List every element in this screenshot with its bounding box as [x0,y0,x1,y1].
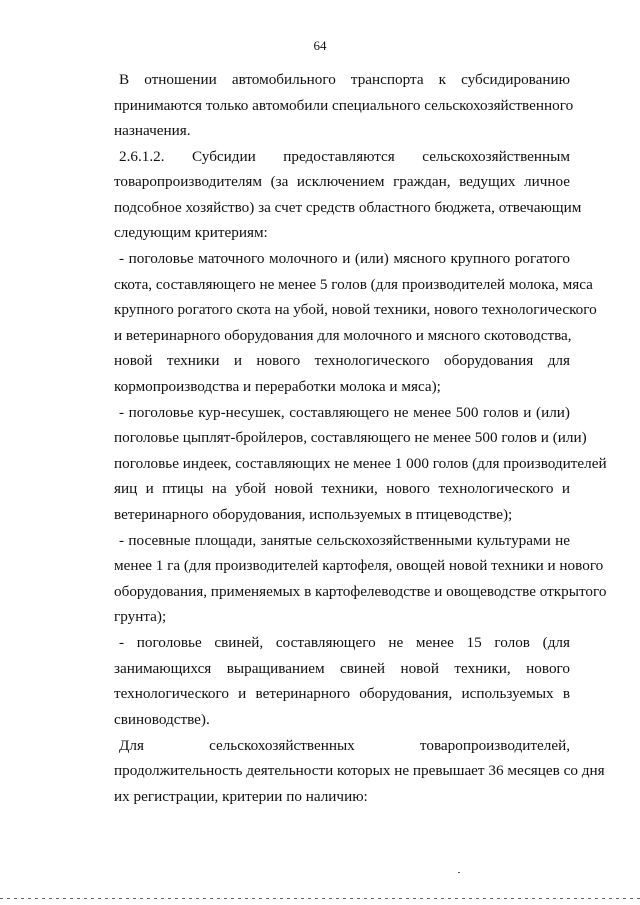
text-line: занимающихся выращиванием свиней новой техники, нового [114,660,570,677]
scan-speck [458,872,460,873]
list-item-line: - поголовье кур-несушек, составляющего не менее 500 голов и (или) [119,404,570,421]
text-line: Для сельскохозяйственных товаропроизводителей, [119,737,570,754]
text-line: их регистрации, критерии по наличию: [114,788,368,805]
text-line: менее 1 га (для производителей картофеля, овощей новой техники и нового [114,557,604,574]
text-line: оборудования, применяемых в картофелеводстве и овощеводстве открытого [114,583,607,600]
text-line: поголовье цыплят-бройлеров, составляющего не менее 500 голов и (или) [114,429,587,446]
list-item-line: - поголовье свиней, составляющего не менее 15 голов (для [119,634,570,651]
text-line: подсобное хозяйство) за счет средств областного бюджета, отвечающим [114,199,582,216]
text-line: крупного рогатого скота на убой, новой техники, нового технологического [114,301,597,318]
text-line: ветеринарного оборудования, используемых в птицеводстве); [114,506,513,523]
scan-edge-line [0,898,640,899]
text-line: яиц и птицы на убой новой техники, нового технологического и [114,480,570,497]
list-item-line: - поголовье маточного молочного и (или) мясного крупного рогатого [119,250,570,267]
text-line: скота, составляющего не менее 5 голов (для производителей молока, мяса [114,276,593,293]
text-line: товаропроизводителям (за исключением граждан, ведущих личное [114,173,570,190]
page-number: 64 [313,38,327,53]
text-line: кормопроизводства и переработки молока и мяса); [114,378,441,395]
text-line: новой техники и нового технологического оборудования для [114,352,570,369]
text-line: принимаются только автомобили специального сельскохозяйственного [114,97,574,114]
text-line: назначения. [114,122,191,139]
text-line: 2.6.1.2. Субсидии предоставляются сельскохозяйственным [119,148,570,165]
text-line: поголовье индеек, составляющих не менее 1 000 голов (для производителей [114,455,607,472]
text-line: В отношении автомобильного транспорта к субсидированию [119,71,570,88]
list-item-line: - посевные площади, занятые сельскохозяйственными культурами не [119,532,570,549]
text-line: свиноводстве). [114,711,210,728]
text-line: грунта); [114,608,167,625]
text-line: и ветеринарного оборудования для молочного и мясного скотоводства, [114,327,572,344]
text-line: следующим критериям: [114,224,268,241]
text-line: технологического и ветеринарного оборудования, используемых в [114,685,570,702]
text-line: продолжительность деятельности которых не превышает 36 месяцев со дня [114,762,605,779]
